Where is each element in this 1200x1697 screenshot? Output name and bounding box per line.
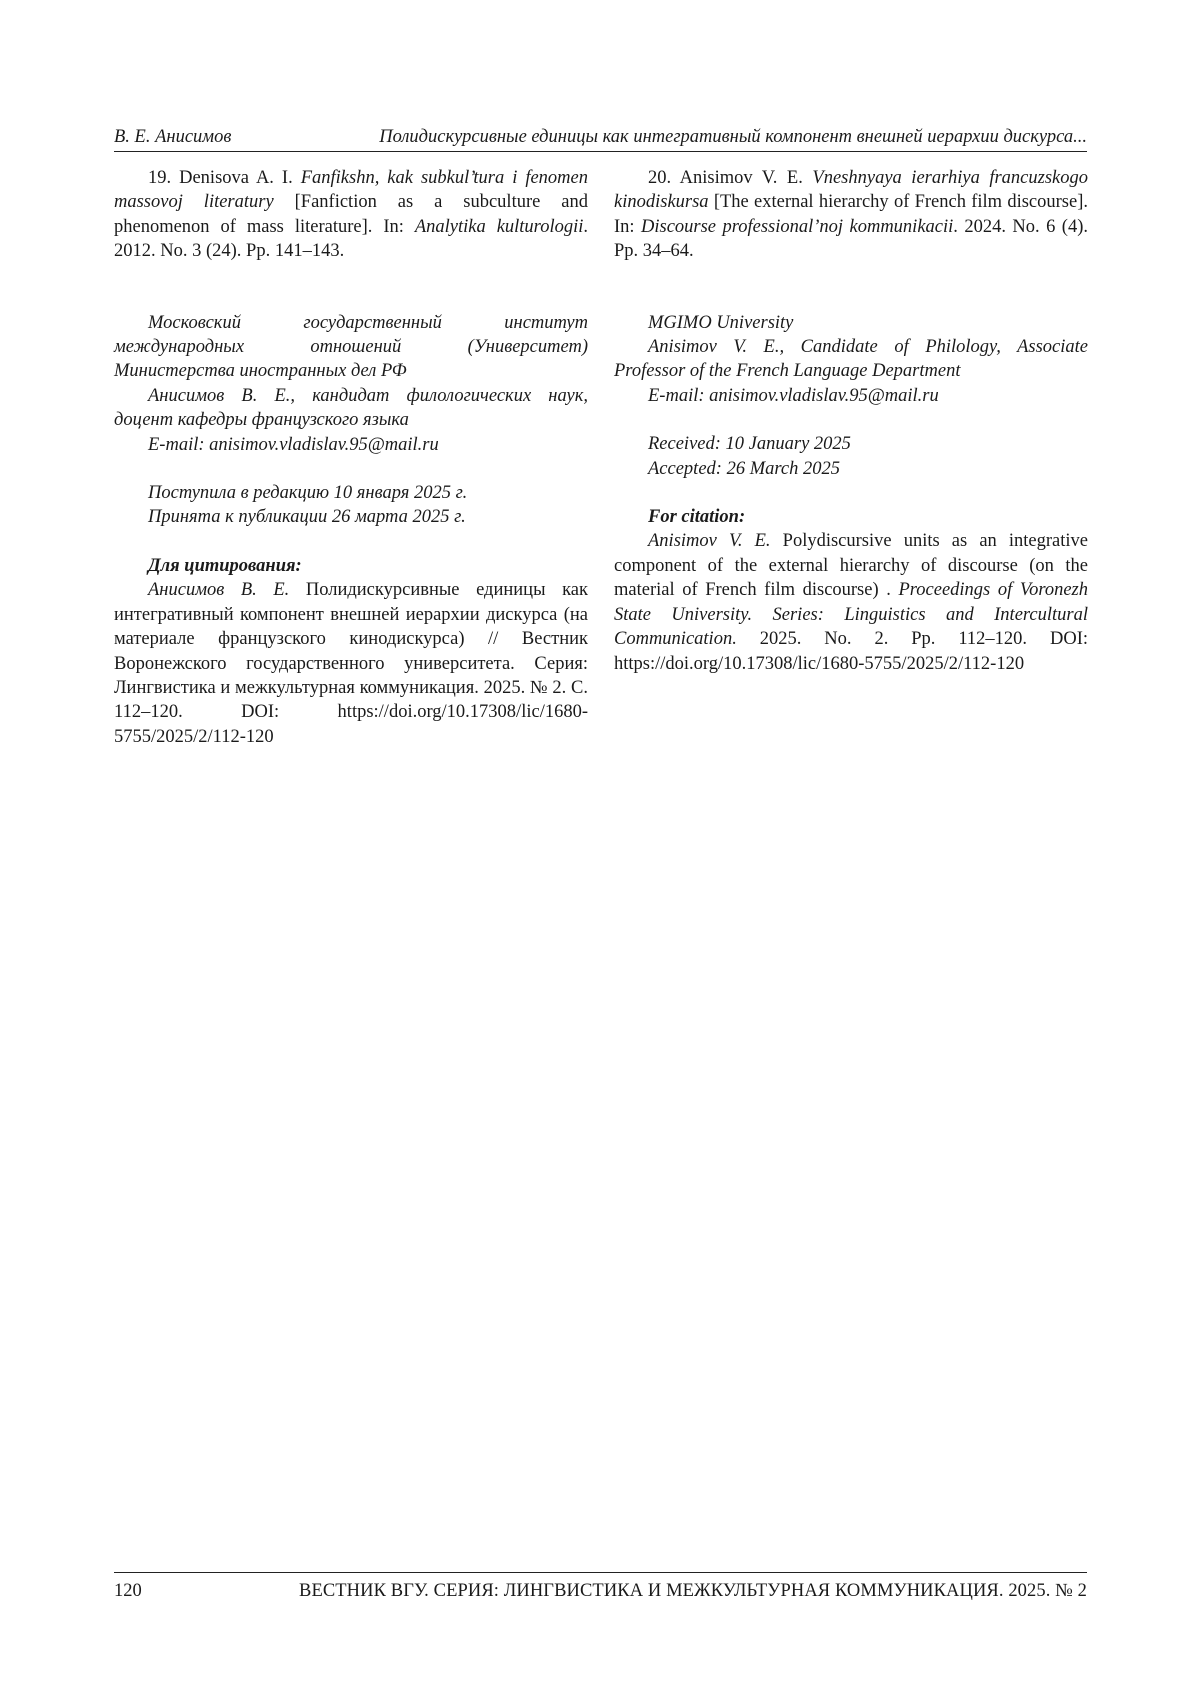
citation-journal-en: Proceedings of Voronezh State University. Series: Linguistics and Intercultural Communication. bbox=[614, 580, 1088, 649]
reference-20-source: Discourse professional’noj kommunikacii bbox=[641, 217, 953, 237]
email-ru: E-mail: anisimov.vladislav.95@mail.ru bbox=[114, 433, 588, 457]
left-column bbox=[114, 166, 588, 749]
journal-title: ВЕСТНИК ВГУ. СЕРИЯ: ЛИНГВИСТИКА И МЕЖКУЛЬТУРНАЯ КОММУНИКАЦИЯ. 2025. № 2 bbox=[299, 1580, 1087, 1602]
accepted-date-ru: Принята к публикации 26 марта 2025 г. bbox=[114, 505, 588, 529]
right-column bbox=[614, 166, 1088, 676]
email-en: E-mail: anisimov.vladislav.95@mail.ru bbox=[614, 384, 1088, 408]
running-head-title: Полидискурсивные единицы как интегративный компонент внешней иерархии дискурса... bbox=[379, 126, 1087, 148]
affiliation-org-ru: Московский государственный институт международных отношений (Университет) Министерства иностранных дел РФ bbox=[114, 311, 588, 384]
citation-heading-en: For citation: bbox=[614, 505, 1088, 529]
reference-20-title: Vneshnyaya ierarhiya francuzskogo kinodiskursa bbox=[614, 168, 1088, 212]
accepted-date-en: Accepted: 26 March 2025 bbox=[614, 457, 1088, 481]
footer bbox=[114, 1580, 1087, 1604]
citation-text-ru: Анисимов В. Е. Полидискурсивные единицы как интегративный компонент внешней иерархии дискурса (на материале французского кинодискурса) // Вестник Воронежского государственного университета. Серия: Лингвистика и межкультурная коммуникация. 2025. № 2. С. 112–120. DOI: https://doi.org/10.17308/lic/1680-5755/2025/2/112-120 bbox=[114, 578, 588, 749]
reference-19: 19. Denisova A. I. Fanfikshn, kak subkul’tura i fenomen massovoj literatury [Fanfiction as a subculture and phenomenon of mass literature]. In: Analytika kulturologii. 2012. No. 3 (24). Pp. 141–143. bbox=[114, 166, 588, 264]
reference-20: 20. Anisimov V. E. Vneshnyaya ierarhiya francuzskogo kinodiskursa [The external hierarchy of French film discourse]. In: Discourse professional’noj kommunikacii. 2024. No. 6 (4). Pp. 34–64. bbox=[614, 166, 1088, 264]
header-divider bbox=[114, 151, 1087, 152]
running-head-author: В. Е. Анисимов bbox=[114, 126, 231, 148]
citation-heading-ru: Для цитирования: bbox=[114, 554, 588, 578]
reference-19-source: Analytika kulturologii bbox=[415, 217, 584, 237]
author-info-en: Anisimov V. E., Candidate of Philology, Associate Professor of the French Language Department bbox=[614, 335, 1088, 384]
page bbox=[0, 0, 1200, 1697]
received-date-en: Received: 10 January 2025 bbox=[614, 432, 1088, 456]
author-info-ru: Анисимов В. Е., кандидат филологических наук, доцент кафедры французского языка bbox=[114, 384, 588, 433]
reference-19-title: Fanfikshn, kak subkul’tura i fenomen massovoj literatury bbox=[114, 168, 588, 212]
affiliation-org-en: MGIMO University bbox=[614, 311, 1088, 335]
page-number: 120 bbox=[114, 1580, 142, 1602]
running-head bbox=[114, 126, 1087, 150]
footer-divider bbox=[114, 1572, 1087, 1573]
received-date-ru: Поступила в редакцию 10 января 2025 г. bbox=[114, 481, 588, 505]
citation-text-en: Anisimov V. E. Polydiscursive units as an integrative component of the external hierarchy of discourse (on the material of French film discourse) . Proceedings of Voronezh State University. Series: Linguistics and Intercultural Communication. 2025. No. 2. Pp. 112–120. DOI: https://doi.org/10.17308/lic/1680-5755/2025/2/112-120 bbox=[614, 529, 1088, 675]
